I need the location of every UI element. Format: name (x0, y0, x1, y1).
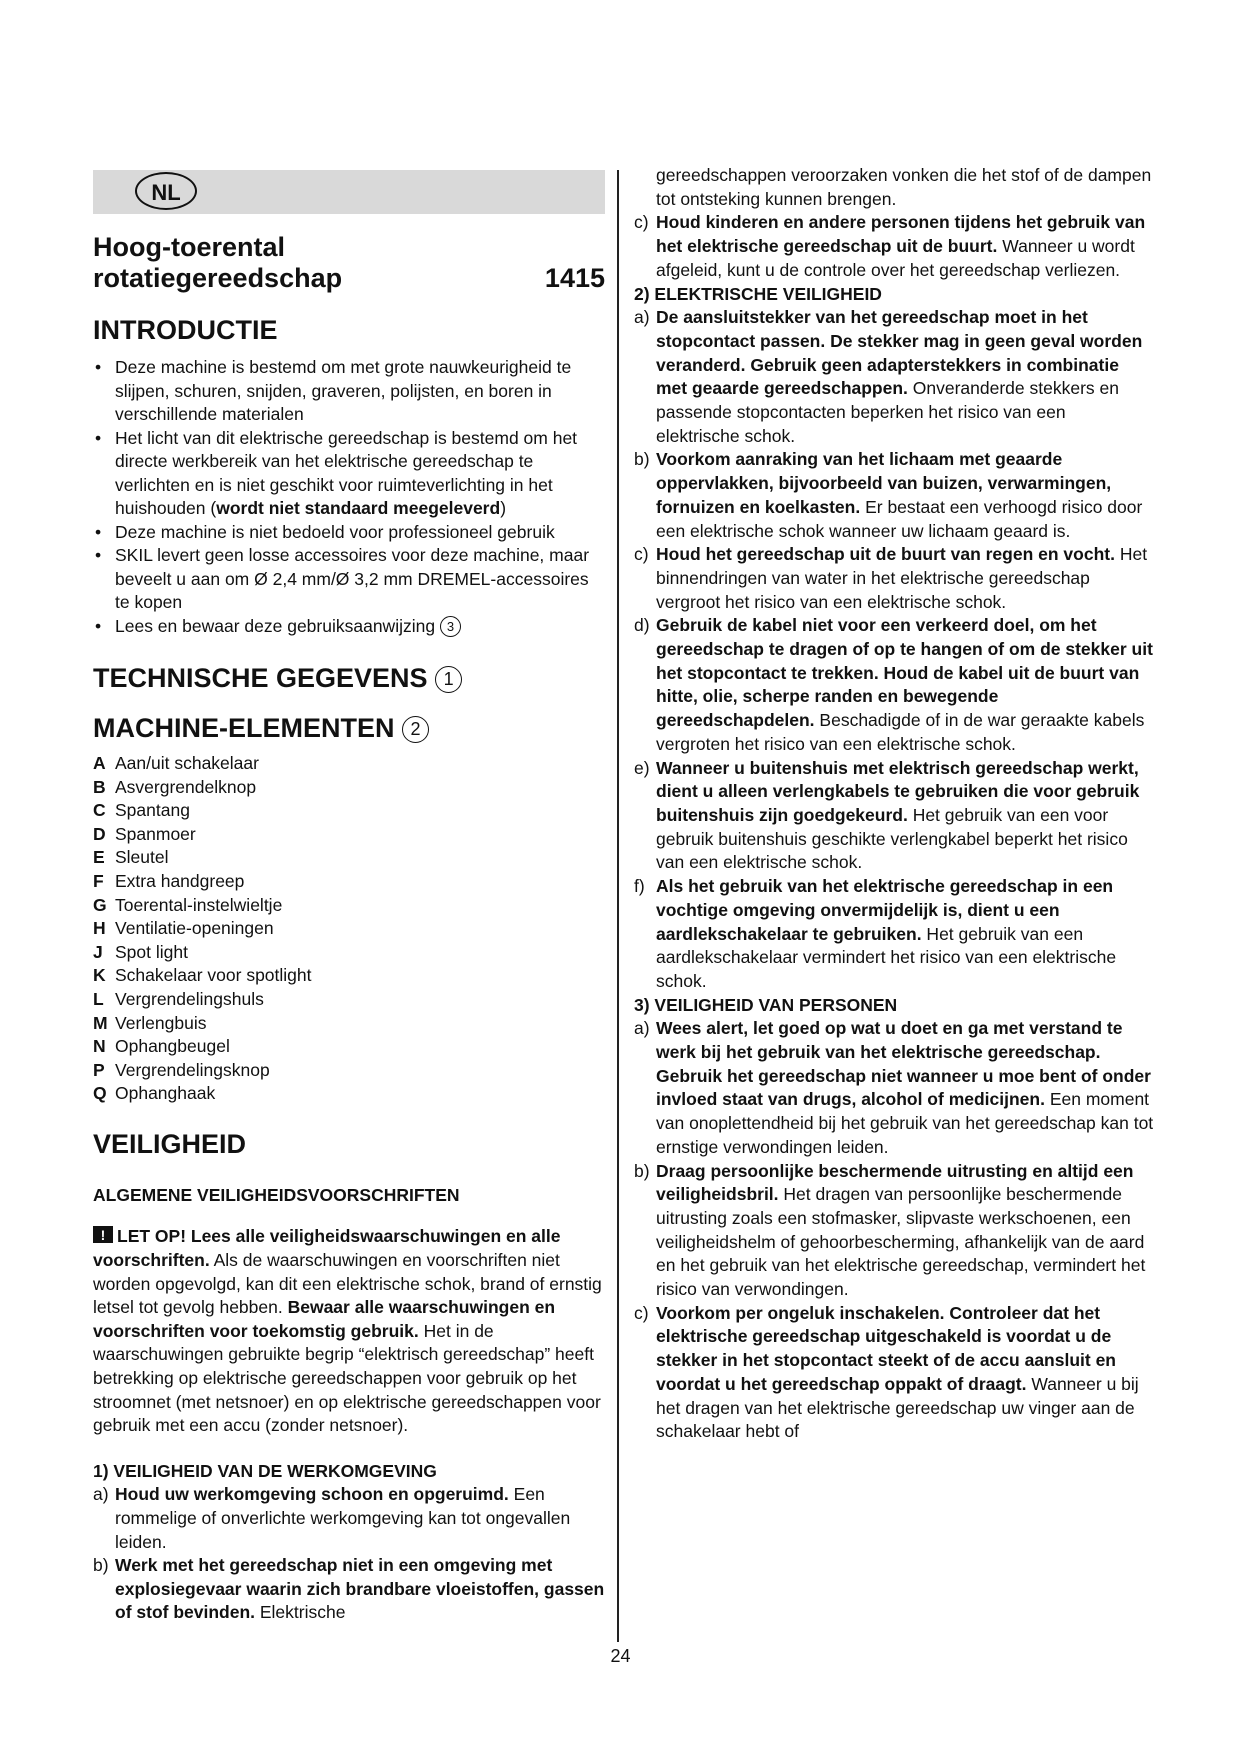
part-row (93, 988, 605, 1012)
column-divider (617, 170, 619, 1642)
bullet-text: Lees en bewaar deze gebruiksaanwijzing (115, 615, 436, 636)
section-heading: 3) VEILIGHEID VAN PERSONEN (634, 994, 898, 1015)
list-item: • Deze machine is bestemd om met grote nauwkeurigheid te slijpen, schuren, snijden, graveren, polijsten, en boren in verschillende materialen (93, 356, 605, 427)
part-label: Ophanghaak (115, 1083, 216, 1104)
warning-text: Het in de waarschuwingen gebruikte begrip “elektrisch gereedschap” heeft betrekking op elektrische gereedschappen voor gebruik op het stroomnet (met netsnoer) en op elektrische gereedschappen voor gebruik met een accu (zonder netsnoer). (93, 1320, 601, 1436)
list-item-continued (634, 164, 1154, 211)
part-row (93, 870, 605, 894)
part-letter: H (93, 918, 106, 939)
left-column (93, 170, 605, 1625)
list-item (634, 211, 1154, 282)
part-row (93, 1035, 605, 1059)
part-label: Ventilatie-openingen (115, 918, 274, 939)
item-bold: Voorkom aanraking van het lichaam met geaarde oppervlakken, bijvoorbeeld van buizen, verwarmingen, fornuizen en koelkasten. (656, 449, 1112, 517)
part-letter: F (93, 870, 104, 891)
title-line-1: Hoog-toerental (93, 232, 285, 262)
tech-heading-text: TECHNISCHE GEGEVENS (93, 663, 428, 693)
model-number: 1415 (544, 263, 605, 293)
item-label: c) (634, 212, 649, 233)
item-label: b) (634, 449, 650, 470)
part-letter: C (93, 800, 106, 821)
bullet-text: ) (500, 498, 507, 518)
part-label: Ophangbeugel (115, 1036, 230, 1057)
part-row (93, 823, 605, 847)
item-text: Beschadigde of in de war geraakte kabels vergroten het risico van een elektrische schok. (656, 710, 1145, 754)
part-row (93, 776, 605, 800)
part-letter: D (93, 823, 106, 844)
figure-ref-badge: 3 (440, 616, 461, 637)
item-label: c) (634, 544, 649, 565)
part-label: Aan/uit schakelaar (115, 753, 259, 773)
list-item (634, 448, 1154, 543)
part-row (93, 917, 605, 941)
right-column (634, 164, 1154, 1444)
item-text: Een moment van onoplettendheid bij het gebruik van het gereedschap kan tot ernstige verwondingen leiden. (656, 1089, 1154, 1157)
item-label: b) (634, 1160, 650, 1181)
bullet-bold: wordt niet standaard meegeleverd (216, 498, 501, 518)
part-label: Vergrendelingsknop (115, 1059, 270, 1080)
list-item (634, 1017, 1154, 1159)
item-text: gereedschappen veroorzaken vonken die het stof of de dampen tot ontsteking kunnen brengen. (656, 165, 1152, 209)
warning-bold: Bewaar alle waarschuwingen en voorschriften voor toekomstig gebruik. (93, 1297, 556, 1341)
part-letter: E (93, 847, 105, 868)
part-letter: K (93, 965, 106, 986)
list-item (634, 757, 1154, 876)
part-letter: B (93, 776, 106, 797)
part-label: Extra handgreep (115, 870, 245, 891)
item-bold: Als het gebruik van het elektrische gereedschap in een vochtige omgeving onvermijdelijk is, dient u een aardlekschakelaar te gebruiken. (656, 876, 1114, 944)
item-bold: Draag persoonlijke beschermende uitrusting en altijd een veiligheidsbril. (656, 1160, 1134, 1205)
item-label: c) (634, 1302, 649, 1323)
parts-list (93, 752, 605, 1106)
item-bold: Houd uw werkomgeving schoon en opgeruimd. (115, 1484, 509, 1505)
part-label: Asvergrendelknop (115, 776, 257, 797)
intro-list (93, 356, 605, 638)
part-row (93, 964, 605, 988)
list-item (634, 875, 1154, 994)
item-text: Een rommelige of onverlichte werkomgeving kan tot ongevallen leiden. (115, 1484, 571, 1552)
item-bold: Wees alert, let goed op wat u doet en ga met verstand te werk bij het gebruik van het elektrische gereedschap. Gebruik het gereedschap niet wanneer u moe bent of onder invloed staat van drugs, alcohol of medicijnen. (656, 1018, 1151, 1110)
warning-bold: LET OP! Lees alle veiligheidswaarschuwingen en alle voorschriften. (93, 1226, 561, 1270)
part-label: Spanmoer (115, 823, 196, 844)
warning-paragraph (93, 1225, 605, 1437)
item-label: a) (93, 1484, 109, 1505)
part-letter: M (93, 1012, 108, 1033)
part-row (93, 894, 605, 918)
part-letter: A (93, 753, 106, 773)
list-item: • Deze machine is niet bedoeld voor professioneel gebruik (93, 521, 605, 545)
item-label: d) (634, 615, 650, 636)
item-text: Wanneer u wordt afgeleid, kunt u de controle over het gereedschap verliezen. (656, 236, 1135, 280)
list-item (93, 615, 605, 639)
part-letter: L (93, 988, 104, 1009)
part-letter: J (93, 941, 103, 962)
item-text: Het binnendringen van water in het elektrische gereedschap vergroot het risico van een elektrische schok. (656, 544, 1148, 612)
list-item (634, 614, 1154, 756)
intro-heading: INTRODUCTIE (93, 315, 278, 345)
item-text: Het gebruik van een aardlekschakelaar vermindert het risico van een elektrische schok. (656, 923, 1117, 991)
part-row (93, 1082, 605, 1106)
item-text: Onveranderde stekkers en passende stopcontacten beperken het risico van een elektrische schok. (656, 378, 1119, 446)
list-item (634, 1160, 1154, 1302)
title-line-2: rotatiegereedschap (93, 263, 343, 293)
part-label: Toerental-instelwieltje (115, 894, 283, 915)
figure-ref-badge: 1 (435, 666, 462, 693)
machine-elements-heading-text: MACHINE-ELEMENTEN (93, 713, 395, 743)
item-bold: Houd het gereedschap uit de buurt van regen en vocht. (656, 544, 1115, 565)
item-text: Wanneer u bij het dragen van het elektrische gereedschap uw vinger aan de schakelaar hebt of (656, 1373, 1139, 1442)
item-text: Elektrische (255, 1602, 346, 1623)
section-heading: 2) ELEKTRISCHE VEILIGHEID (634, 283, 882, 304)
figure-ref-badge: 2 (402, 716, 429, 743)
part-letter: N (93, 1036, 106, 1057)
part-row (93, 846, 605, 870)
part-row (93, 752, 605, 776)
list-item (93, 427, 605, 521)
list-item (93, 1554, 605, 1625)
item-bold: Werk met het gereedschap niet in een omgeving met explosiegevaar waarin zich brandbare vloeistoffen, gassen of stof bevinden. (115, 1555, 605, 1623)
part-row (93, 799, 605, 823)
item-bold: De aansluitstekker van het gereedschap moet in het stopcontact passen. De stekker mag in geen geval worden veranderd. Gebruik geen adapterstekkers in combinatie met geaarde gereedschappen. (656, 307, 1143, 399)
item-bold: Houd kinderen en andere personen tijdens het gebruik van het elektrische gereedschap uit de buurt. (656, 212, 1146, 257)
language-badge: NL (135, 172, 197, 210)
product-title (93, 232, 605, 294)
section-work-area (93, 1460, 605, 1625)
warning-icon (93, 1226, 113, 1243)
item-label: f) (634, 876, 645, 897)
section-heading: 1) VEILIGHEID VAN DE WERKOMGEVING (93, 1460, 437, 1481)
list-item (93, 1483, 605, 1554)
list-item (634, 543, 1154, 614)
list-item (634, 1302, 1154, 1444)
item-bold: Gebruik de kabel niet voor een verkeerd doel, om het gereedschap te dragen of op te hangen of om de stekker uit het stopcontact te trekken. Houd de kabel uit de buurt van hitte, olie, scherpe randen en bewegende gereedschapdelen. (656, 615, 1153, 731)
machine-elements-heading (93, 712, 605, 744)
part-label: Vergrendelingshuls (115, 988, 264, 1009)
part-row (93, 1012, 605, 1036)
part-letter: G (93, 894, 107, 915)
item-bold: Wanneer u buitenshuis met elektrisch gereedschap werkt, dient u alleen verlengkabels te gebruiken die voor gebruik buitenshuis zijn goedgekeurd. (656, 757, 1140, 825)
safety-subheading: ALGEMENE VEILIGHEIDSVOORSCHRIFTEN (93, 1184, 460, 1205)
part-letter: Q (93, 1083, 107, 1104)
item-text: Het gebruik van een voor gebruik buitenshuis geschikte verlengkabel beperkt het risico van een elektrische schok. (656, 804, 1128, 873)
item-text: Het dragen van persoonlijke beschermende uitrusting zoals een stofmasker, slipvaste werkschoenen, een veiligheidshelm of gehoorbescherming, afhankelijk van de aard en het gebruik van het elektrische gereedschap, vermindert het risico van verwondingen. (656, 1184, 1146, 1300)
part-row (93, 1059, 605, 1083)
item-bold: Voorkom per ongeluk inschakelen. Controleer dat het elektrische gereedschap uitgeschakeld is voordat u de stekker in het stopcontact steekt of de accu aansluit en voordat u het gereedschap oppakt of draagt. (656, 1302, 1116, 1394)
part-label: Spot light (115, 941, 188, 962)
item-label: e) (634, 757, 650, 778)
page-number: 24 (610, 1646, 631, 1666)
part-label: Verlengbuis (115, 1012, 207, 1033)
list-item: • SKIL levert geen losse accessoires voor deze machine, maar beveelt u aan om Ø 2,4 mm/Ø 3,2 mm DREMEL-accessoires te kopen (93, 544, 605, 615)
list-item (634, 306, 1154, 448)
part-label: Spantang (115, 800, 190, 821)
part-letter: P (93, 1059, 105, 1080)
tech-heading (93, 662, 605, 694)
item-label: a) (634, 1018, 650, 1039)
warning-text: Als de waarschuwingen en voorschriften niet worden opgevolgd, kan dit een elektrische schok, brand of ernstig letsel tot gevolg hebben. (93, 1250, 602, 1318)
part-row (93, 941, 605, 965)
language-bar (93, 170, 605, 214)
part-label: Schakelaar voor spotlight (115, 965, 312, 986)
item-label: a) (634, 307, 650, 328)
part-label: Sleutel (115, 847, 169, 868)
item-text: Er bestaat een verhoogd risico door een elektrische schok wanneer uw lichaam geaard is. (656, 496, 1143, 541)
bullet-text: Het licht van dit elektrische gereedschap is bestemd om het directe werkbereik van het elektrische gereedschap te verlichten en is niet geschikt voor ruimteverlichting in het huishouden ( (115, 427, 578, 518)
safety-heading: VEILIGHEID (93, 1128, 247, 1159)
item-label: b) (93, 1555, 109, 1576)
